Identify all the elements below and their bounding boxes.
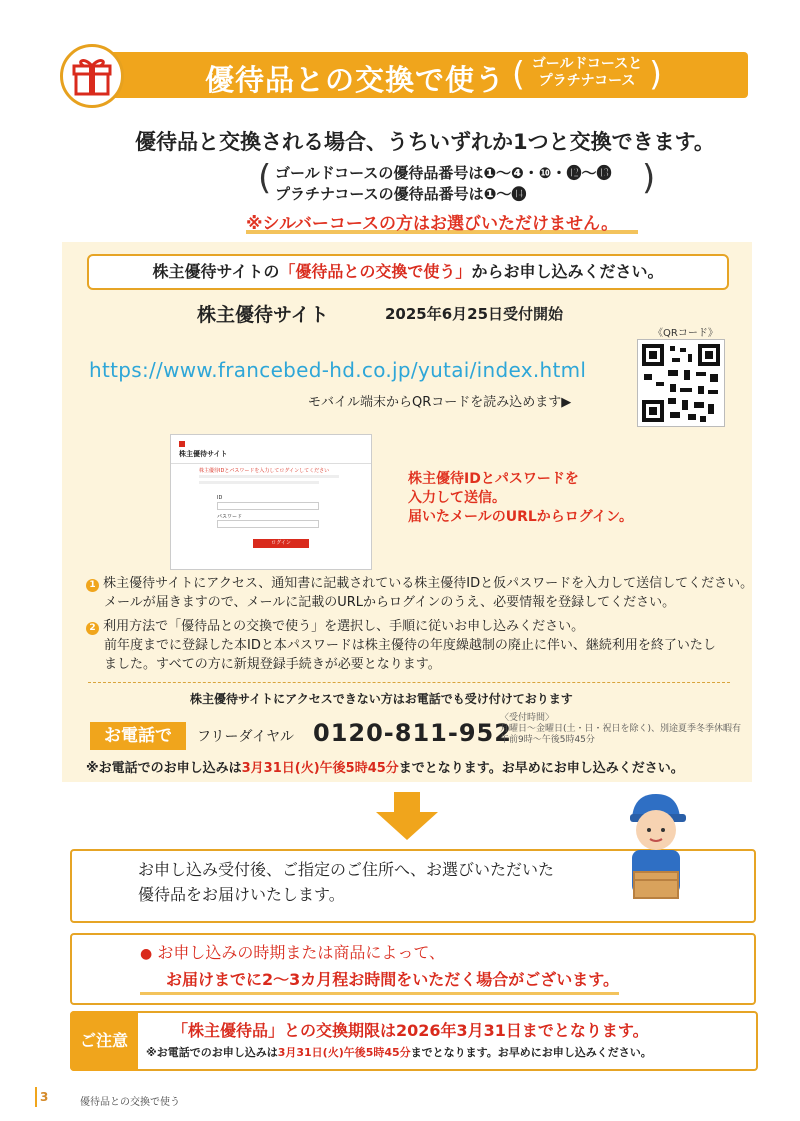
site-logo-icon bbox=[179, 441, 185, 447]
shot-login-button: ログイン bbox=[253, 539, 309, 548]
hours-days: 月曜日〜金曜日(土・日・祝日を除く)、別途夏季冬季休暇有 bbox=[500, 724, 742, 734]
caution-phone-note bbox=[146, 1044, 652, 1060]
bullet-icon: ● bbox=[140, 946, 153, 962]
shot-site-title: 株主優待サイト bbox=[179, 450, 228, 458]
page-title: 優待品との交換で使う bbox=[205, 63, 506, 97]
caution-note-pre: ※お電話でのお申し込みは bbox=[146, 1046, 278, 1059]
login-note-line-1: 株主優待IDとパスワードを bbox=[408, 471, 579, 487]
mobile-qr-note: モバイル端末からQRコードを読み込めます▶ bbox=[308, 395, 572, 410]
qr-code[interactable] bbox=[637, 339, 725, 427]
apply-pre: 株主優待サイトの bbox=[152, 262, 280, 281]
deadline-pre: ※お電話でのお申し込みは bbox=[86, 761, 242, 776]
hours-title: 〈受付時間〉 bbox=[500, 713, 555, 723]
step-number-icon: 1 bbox=[86, 579, 99, 592]
period-line-1: お申し込みの時期または商品によって、 bbox=[157, 943, 445, 962]
shot-id-input bbox=[217, 502, 319, 510]
step-2 bbox=[86, 617, 716, 674]
login-screenshot bbox=[170, 434, 372, 570]
page-number: 3 bbox=[40, 1090, 49, 1104]
apply-post: からお申し込みください。 bbox=[471, 262, 664, 281]
phone-deadline bbox=[86, 757, 684, 776]
step-number-icon: 2 bbox=[86, 622, 99, 635]
caution-tag: ご注意 bbox=[70, 1011, 138, 1071]
exchange-deadline: 「株主優待品」との交換期限は2026年3月31日までとなります。 bbox=[172, 1021, 649, 1040]
caution-note-post: までとなります。お早めにお申し込みください。 bbox=[410, 1046, 652, 1059]
shot-text-line bbox=[199, 481, 319, 484]
course-line-1: ( ゴールドコースと bbox=[531, 56, 643, 72]
shot-pw-label: パスワード bbox=[217, 514, 243, 520]
period-line-2: お届けまでに2〜3カ月程お時間をいただく場合がございます。 bbox=[140, 967, 619, 995]
step-1-line-2: メールが届きますので、メールに記載のURLからログインのうえ、必要情報を登録してください。 bbox=[104, 595, 676, 610]
paren-right: ) bbox=[642, 158, 656, 198]
login-note-line-2: 入力して送信。 bbox=[408, 490, 506, 506]
delivery-line-1: お申し込み受付後、ご指定のご住所へ、お選びいただいた bbox=[138, 860, 555, 879]
phone-hours bbox=[500, 713, 741, 746]
delivery-period-text bbox=[140, 940, 619, 995]
gift-icon bbox=[60, 44, 124, 108]
shot-id-label: ID bbox=[217, 495, 223, 501]
platinum-course-items: プラチナコースの優待品番号は❶〜⓮ bbox=[275, 185, 527, 203]
free-dial-label: フリーダイヤル bbox=[197, 729, 295, 745]
shot-text-line bbox=[199, 475, 339, 478]
shot-pw-input bbox=[217, 520, 319, 528]
course-line-2: プラチナコース bbox=[538, 73, 636, 89]
phone-number[interactable]: 0120-811-952 bbox=[313, 719, 512, 747]
dashed-divider bbox=[88, 682, 730, 683]
login-note-line-3: 届いたメールのURLからログイン。 bbox=[408, 509, 633, 525]
delivery-line-2: 優待品をお届けいたします。 bbox=[138, 885, 345, 904]
step-2-line-2: 前年度までに登録した本IDと本パスワードは株主優待の年度繰越制の廃止に伴い、継続利用を終了いたし bbox=[104, 638, 716, 653]
qr-label: 《QRコード》 bbox=[653, 328, 718, 339]
site-url-link[interactable]: https://www.francebed-hd.co.jp/yutai/index.html bbox=[89, 358, 587, 382]
delivery-person-icon bbox=[616, 786, 696, 916]
site-start-date: 2025年6月25日受付開始 bbox=[385, 305, 564, 323]
delivery-text bbox=[138, 857, 554, 907]
page-bar bbox=[35, 1087, 37, 1107]
phone-tag: お電話で bbox=[90, 722, 186, 750]
apply-box bbox=[87, 254, 729, 290]
intro-lead: 優待品と交換される場合、うちいずれか1つと交換できます。 bbox=[135, 130, 715, 154]
hours-time: 午前9時〜午後5時45分 bbox=[500, 735, 595, 745]
step-2-line-1: 利用方法で「優待品との交換で使う」を選択し、手順に従いお申し込みください。 bbox=[103, 619, 585, 634]
course-label bbox=[512, 56, 662, 94]
login-instruction bbox=[408, 470, 633, 527]
footer-label: 優待品との交換で使う bbox=[80, 1097, 180, 1108]
deadline-post: までとなります。お早めにお申し込みください。 bbox=[398, 761, 684, 776]
step-1 bbox=[86, 574, 753, 612]
silver-note: ※シルバーコースの方はお選びいただけません。 bbox=[246, 214, 619, 234]
gold-course-items: ゴールドコースの優待品番号は❶〜❹・❿・⓬〜⓭ bbox=[275, 164, 612, 182]
shot-notice: 株主優待IDとパスワードを入力してログインしてください bbox=[199, 468, 330, 474]
paren-left: ( bbox=[258, 158, 272, 198]
site-heading: 株主優待サイト bbox=[197, 304, 329, 326]
deadline-highlight: 3月31日(火)午後5時45分 bbox=[241, 761, 399, 776]
apply-highlight: 「優待品との交換で使う」 bbox=[279, 262, 472, 281]
shot-divider bbox=[171, 463, 371, 464]
caution-note-highlight: 3月31日(火)午後5時45分 bbox=[277, 1046, 411, 1059]
phone-note: 株主優待サイトにアクセスできない方はお電話でも受け付けております bbox=[190, 692, 573, 706]
down-arrow-icon bbox=[372, 792, 442, 846]
step-1-line-1: 株主優待サイトにアクセス、通知書に記載されている株主優待IDと仮パスワードを入力して送信してください。 bbox=[103, 576, 754, 591]
step-2-line-3: ました。すべての方に新規登録手続きが必要となります。 bbox=[104, 657, 441, 672]
